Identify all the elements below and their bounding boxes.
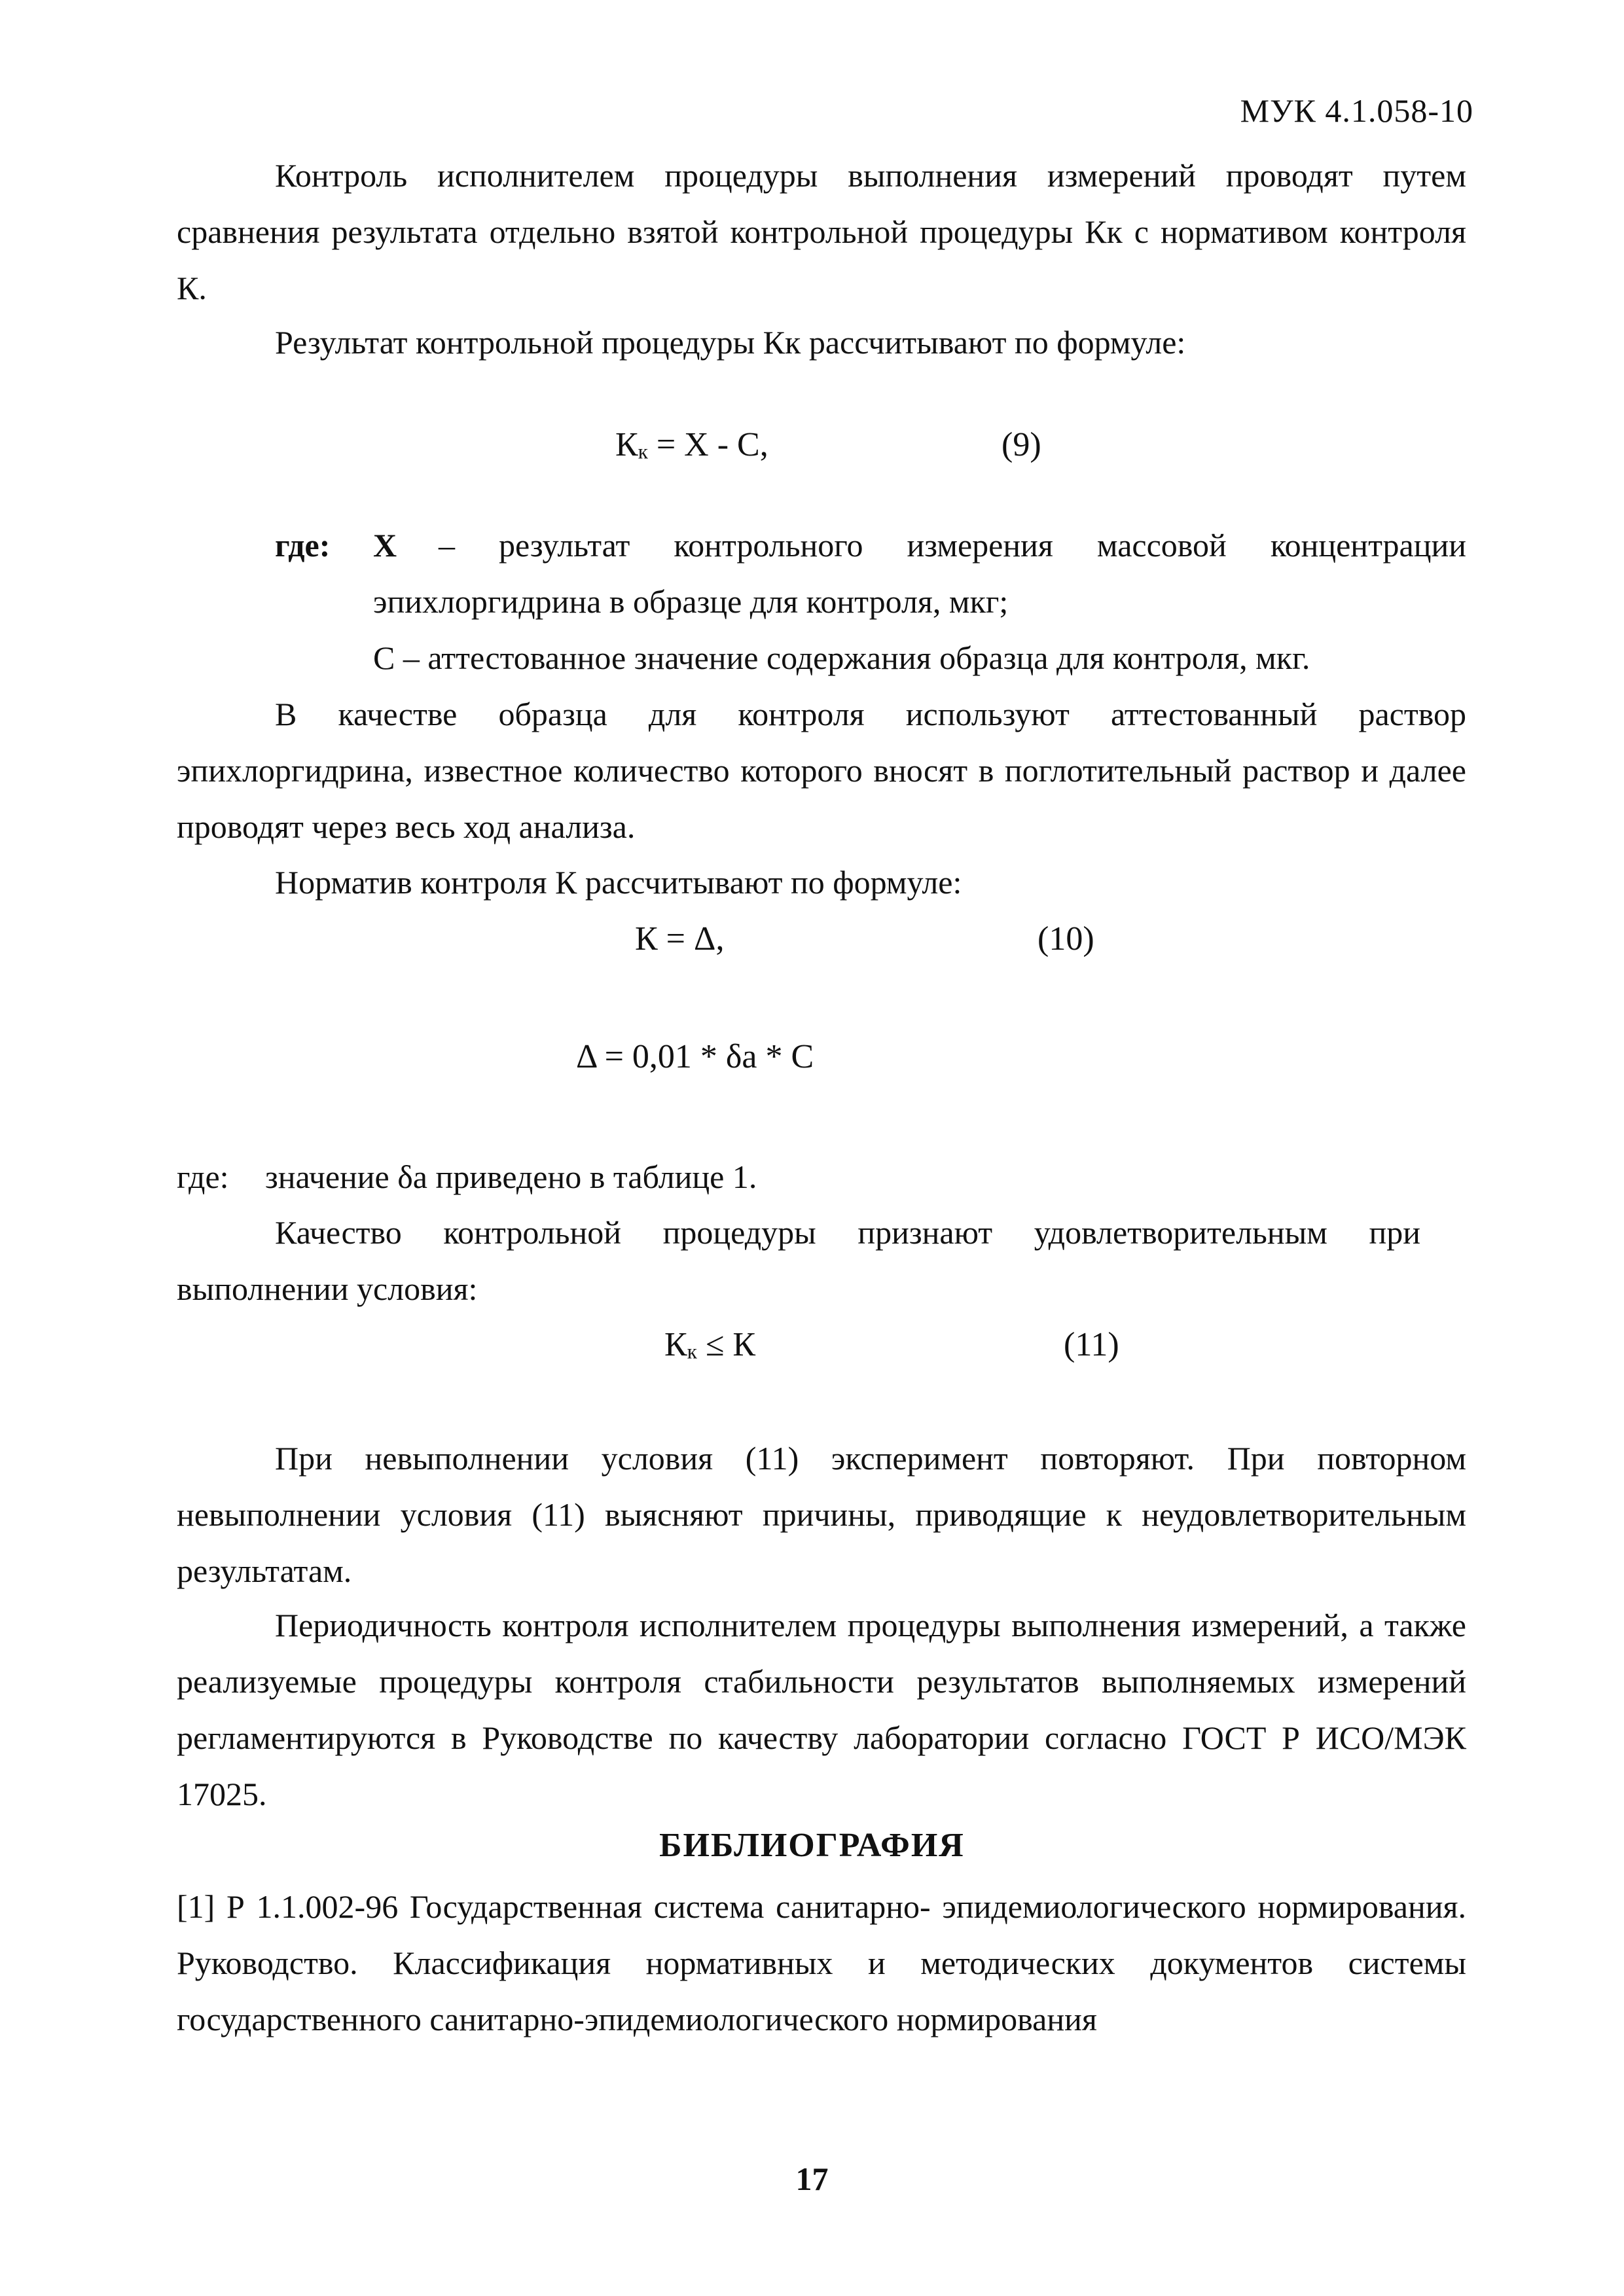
where-x-description-line2: эпихлоргидрина в образце для контроля, мкг; xyxy=(373,583,1009,620)
paragraph-control-sample: В качестве образца для контроля используют аттестованный раствор эпихлоргидрина, известное количество которого вносят в поглотительный раствор и далее проводят через весь ход анализа. xyxy=(177,696,1466,845)
formula-9-k: К xyxy=(615,426,638,463)
formula-11 xyxy=(664,1325,755,1364)
formula-9-rhs: = X - С, xyxy=(647,426,768,463)
paragraph-formula-intro: Результат контрольной процедуры Кк рассчитывают по формуле: xyxy=(275,324,1186,361)
formula-9-subscript: к xyxy=(638,440,648,463)
where-label-1 xyxy=(275,517,330,573)
paragraph-norm-intro: Норматив контроля К рассчитывают по формуле: xyxy=(275,864,962,901)
formula-delta: Δ = 0,01 * δа * С xyxy=(576,1038,814,1075)
page-number: 17 xyxy=(795,2161,829,2197)
formula-11-subscript: к xyxy=(687,1340,697,1363)
where-x-description-line1: – результат контрольного измерения массовой концентрации xyxy=(439,527,1466,564)
where-label-2 xyxy=(177,1149,229,1205)
paragraph-periodicity: Периодичность контроля исполнителем процедуры выполнения измерений, а также реализуемые процедуры контроля стабильности результатов выполняемых измерений регламентируются в Руководстве по качеству лаборатории согласно ГОСТ Р ИСО/МЭК 17025. xyxy=(177,1607,1466,1812)
paragraph-repeat-experiment: При невыполнении условия (11) эксперимент повторяют. При повторном невыполнении условия (11) выясняют причины, приводящие к неудовлетворительным результатам. xyxy=(177,1440,1466,1589)
formula-11-k: К xyxy=(664,1326,687,1363)
where-x-symbol xyxy=(373,517,397,573)
equation-number-10: (10) xyxy=(1038,920,1094,958)
bibliography-item-1: [1] Р 1.1.002-96 Государственная система санитарно- эпидемиологического нормирования. Руководство. Классификация нормативных и методических документов системы государственного санитарно-эпидемиологического нормирования xyxy=(177,1888,1466,2037)
bibliography-heading: БИБЛИОГРАФИЯ xyxy=(659,1827,965,1864)
formula-11-rhs: ≤ К xyxy=(696,1326,756,1363)
where-delta-description: значение δа приведено в таблице 1. xyxy=(265,1158,757,1195)
x-symbol: X xyxy=(373,527,397,564)
paragraph-quality-condition: Качество контрольной процедуры признают удовлетворительным при выполнении условия: xyxy=(177,1214,1420,1307)
document-code: МУК 4.1.058-10 xyxy=(1240,92,1473,129)
equation-number-11: (11) xyxy=(1064,1326,1119,1363)
where-label-text: где: xyxy=(275,527,331,564)
where-c-description: С – аттестованное значение содержания образца для контроля, мкг. xyxy=(373,639,1310,676)
formula-9 xyxy=(615,425,768,464)
where-label-2-text: где: xyxy=(177,1158,229,1195)
formula-10: К = Δ, xyxy=(635,920,725,958)
equation-number-9: (9) xyxy=(1001,426,1041,463)
paragraph-control-intro: Контроль исполнителем процедуры выполнения измерений проводят путем сравнения результата отдельно взятой контрольной процедуры Кк с нормативом контроля К. xyxy=(177,157,1466,306)
